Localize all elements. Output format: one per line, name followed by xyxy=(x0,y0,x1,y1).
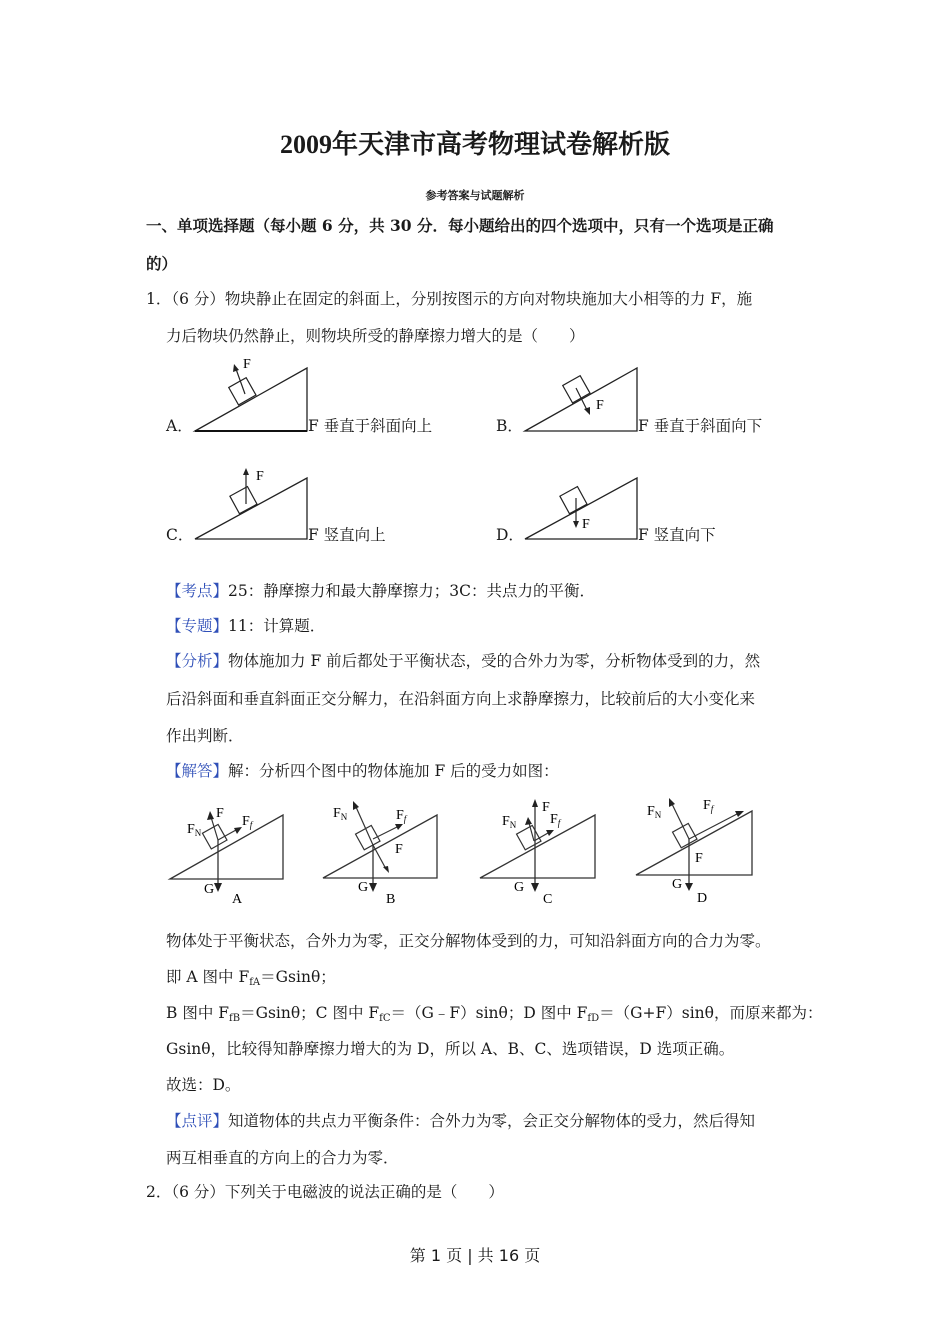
kaodian-row xyxy=(166,581,595,601)
question-1-stem-cont: 力后物块仍然静止，则物块所受的静摩擦力增大的是（ ） xyxy=(166,327,585,345)
svg-text:FN: $F_N$ xyxy=(502,814,517,830)
svg-text:Ff: $F_f$ xyxy=(396,808,407,824)
force-diagram-a xyxy=(170,806,283,907)
kaodian-text: 25：静摩擦力和最大静摩擦力；3C：共点力的平衡． xyxy=(228,582,595,600)
subscript: fA xyxy=(249,977,261,988)
option-a-label: A． xyxy=(166,417,193,435)
solution-line-2 xyxy=(166,967,336,993)
section-heading: 一、单项选择题（每小题 6 分，共 30 分．每小题给出的四个选项中，只有一个选项是正确 xyxy=(146,216,774,235)
svg-text:FN: $F_N$ xyxy=(333,806,348,822)
solution-text: B 图中 F xyxy=(166,1004,229,1022)
svg-text:FN: $F_N$ xyxy=(647,804,662,820)
solution-text: ＝Gsinθ；C 图中 F xyxy=(240,1004,380,1022)
fenxi-line-2: 后沿斜面和垂直斜面正交分解力，在沿斜面方向上求静摩擦力，比较前后的大小变化来 xyxy=(166,690,756,708)
fenxi-text: 物体施加力 F 前后都处于平衡状态，受的合外力为零，分析物体受到的力，然 xyxy=(228,652,761,670)
svg-text:G: G xyxy=(204,882,215,897)
zhuanti-tag: 【专题】 xyxy=(166,617,229,635)
solution-text: ＝（G﹣F）sinθ；D 图中 F xyxy=(390,1004,588,1022)
force-diagram-b xyxy=(323,801,437,907)
svg-text:Ff: $F_f$ xyxy=(242,814,253,830)
fenxi-row xyxy=(166,651,760,671)
subscript: fB xyxy=(229,1013,241,1024)
solution-line-3 xyxy=(166,1003,822,1029)
svg-text:C: C xyxy=(543,892,553,907)
zhuanti-text: 11：计算题． xyxy=(228,617,326,635)
svg-text:A: A xyxy=(232,892,243,907)
option-d-text: F 竖直向下 xyxy=(638,526,716,544)
option-a-diagram xyxy=(190,352,312,436)
jieda-text: 解：分析四个图中的物体施加 F 后的受力如图： xyxy=(228,762,559,780)
dianping-text: 知道物体的共点力平衡条件：合外力为零，会正交分解物体的受力，然后得知 xyxy=(228,1112,756,1130)
dianping-tag: 【点评】 xyxy=(166,1112,229,1130)
svg-text:F: F xyxy=(542,800,550,815)
svg-text:F: F xyxy=(216,806,224,821)
answer-line: 故选：D。 xyxy=(166,1076,241,1094)
option-d-diagram xyxy=(520,462,642,546)
svg-text:Ff: $F_f$ xyxy=(550,812,561,828)
svg-text:F: F xyxy=(695,851,703,866)
solution-text: ＝Gsinθ； xyxy=(260,968,336,986)
svg-text:F: F xyxy=(582,517,590,532)
jieda-row xyxy=(166,761,559,781)
svg-text:Ff: $F_f$ xyxy=(703,798,714,814)
option-b-diagram xyxy=(520,352,642,436)
svg-text:G: G xyxy=(514,880,525,895)
solution-line-4: Gsinθ，比较得知静摩擦力增大的为 D，所以 A、B、C、选项错误，D 选项正确。 xyxy=(166,1040,735,1058)
section-heading-cont: 的） xyxy=(146,254,178,273)
solution-text: ＝（G+F）sinθ，而原来都为： xyxy=(599,1004,823,1022)
svg-text:F: F xyxy=(596,398,604,413)
page-title: 2009年天津市高考物理试卷解析版 xyxy=(279,130,670,159)
svg-text:B: B xyxy=(386,892,396,907)
fenxi-line-3: 作出判断． xyxy=(166,727,244,745)
svg-text:G: G xyxy=(672,877,683,892)
question-1-stem: 1．（6 分）物块静止在固定的斜面上，分别按图示的方向对物块施加大小相等的力 F，施 xyxy=(146,290,753,308)
option-b-label: B． xyxy=(496,417,523,435)
force-diagram-c xyxy=(480,799,595,907)
page-subtitle: 参考答案与试题解析 xyxy=(425,189,525,202)
option-a-text: F 垂直于斜面向上 xyxy=(308,417,433,435)
svg-text:F: F xyxy=(256,469,264,484)
option-c-label: C． xyxy=(166,526,194,544)
svg-text:F: F xyxy=(395,842,403,857)
svg-text:G: G xyxy=(358,880,369,895)
solution-text: 即 A 图中 F xyxy=(166,968,250,986)
kaodian-tag: 【考点】 xyxy=(166,582,229,600)
force-diagrams-figure xyxy=(160,795,780,910)
jieda-tag: 【解答】 xyxy=(166,762,229,780)
svg-text:FN: $F_N$ xyxy=(187,822,202,838)
force-diagram-d xyxy=(636,798,752,906)
solution-line-1: 物体处于平衡状态，合外力为零，正交分解物体受到的力，可知沿斜面方向的合力为零。 xyxy=(166,932,771,950)
option-c-text: F 竖直向上 xyxy=(308,526,386,544)
page-indicator: 第 1 页 | 共 16 页 xyxy=(409,1246,541,1265)
dianping-line-2: 两互相垂直的方向上的合力为零． xyxy=(166,1149,399,1167)
dianping-row xyxy=(166,1111,755,1131)
svg-text:D: D xyxy=(697,891,708,906)
zhuanti-row xyxy=(166,616,325,636)
subscript: fD xyxy=(587,1013,600,1024)
svg-text:F: F xyxy=(243,357,251,372)
question-2-stem: 2．（6 分）下列关于电磁波的说法正确的是（ ） xyxy=(146,1183,504,1201)
option-d-label: D． xyxy=(496,526,524,544)
fenxi-tag: 【分析】 xyxy=(166,652,229,670)
option-b-text: F 垂直于斜面向下 xyxy=(638,417,763,435)
subscript: fC xyxy=(379,1013,391,1024)
option-c-diagram xyxy=(190,460,312,544)
